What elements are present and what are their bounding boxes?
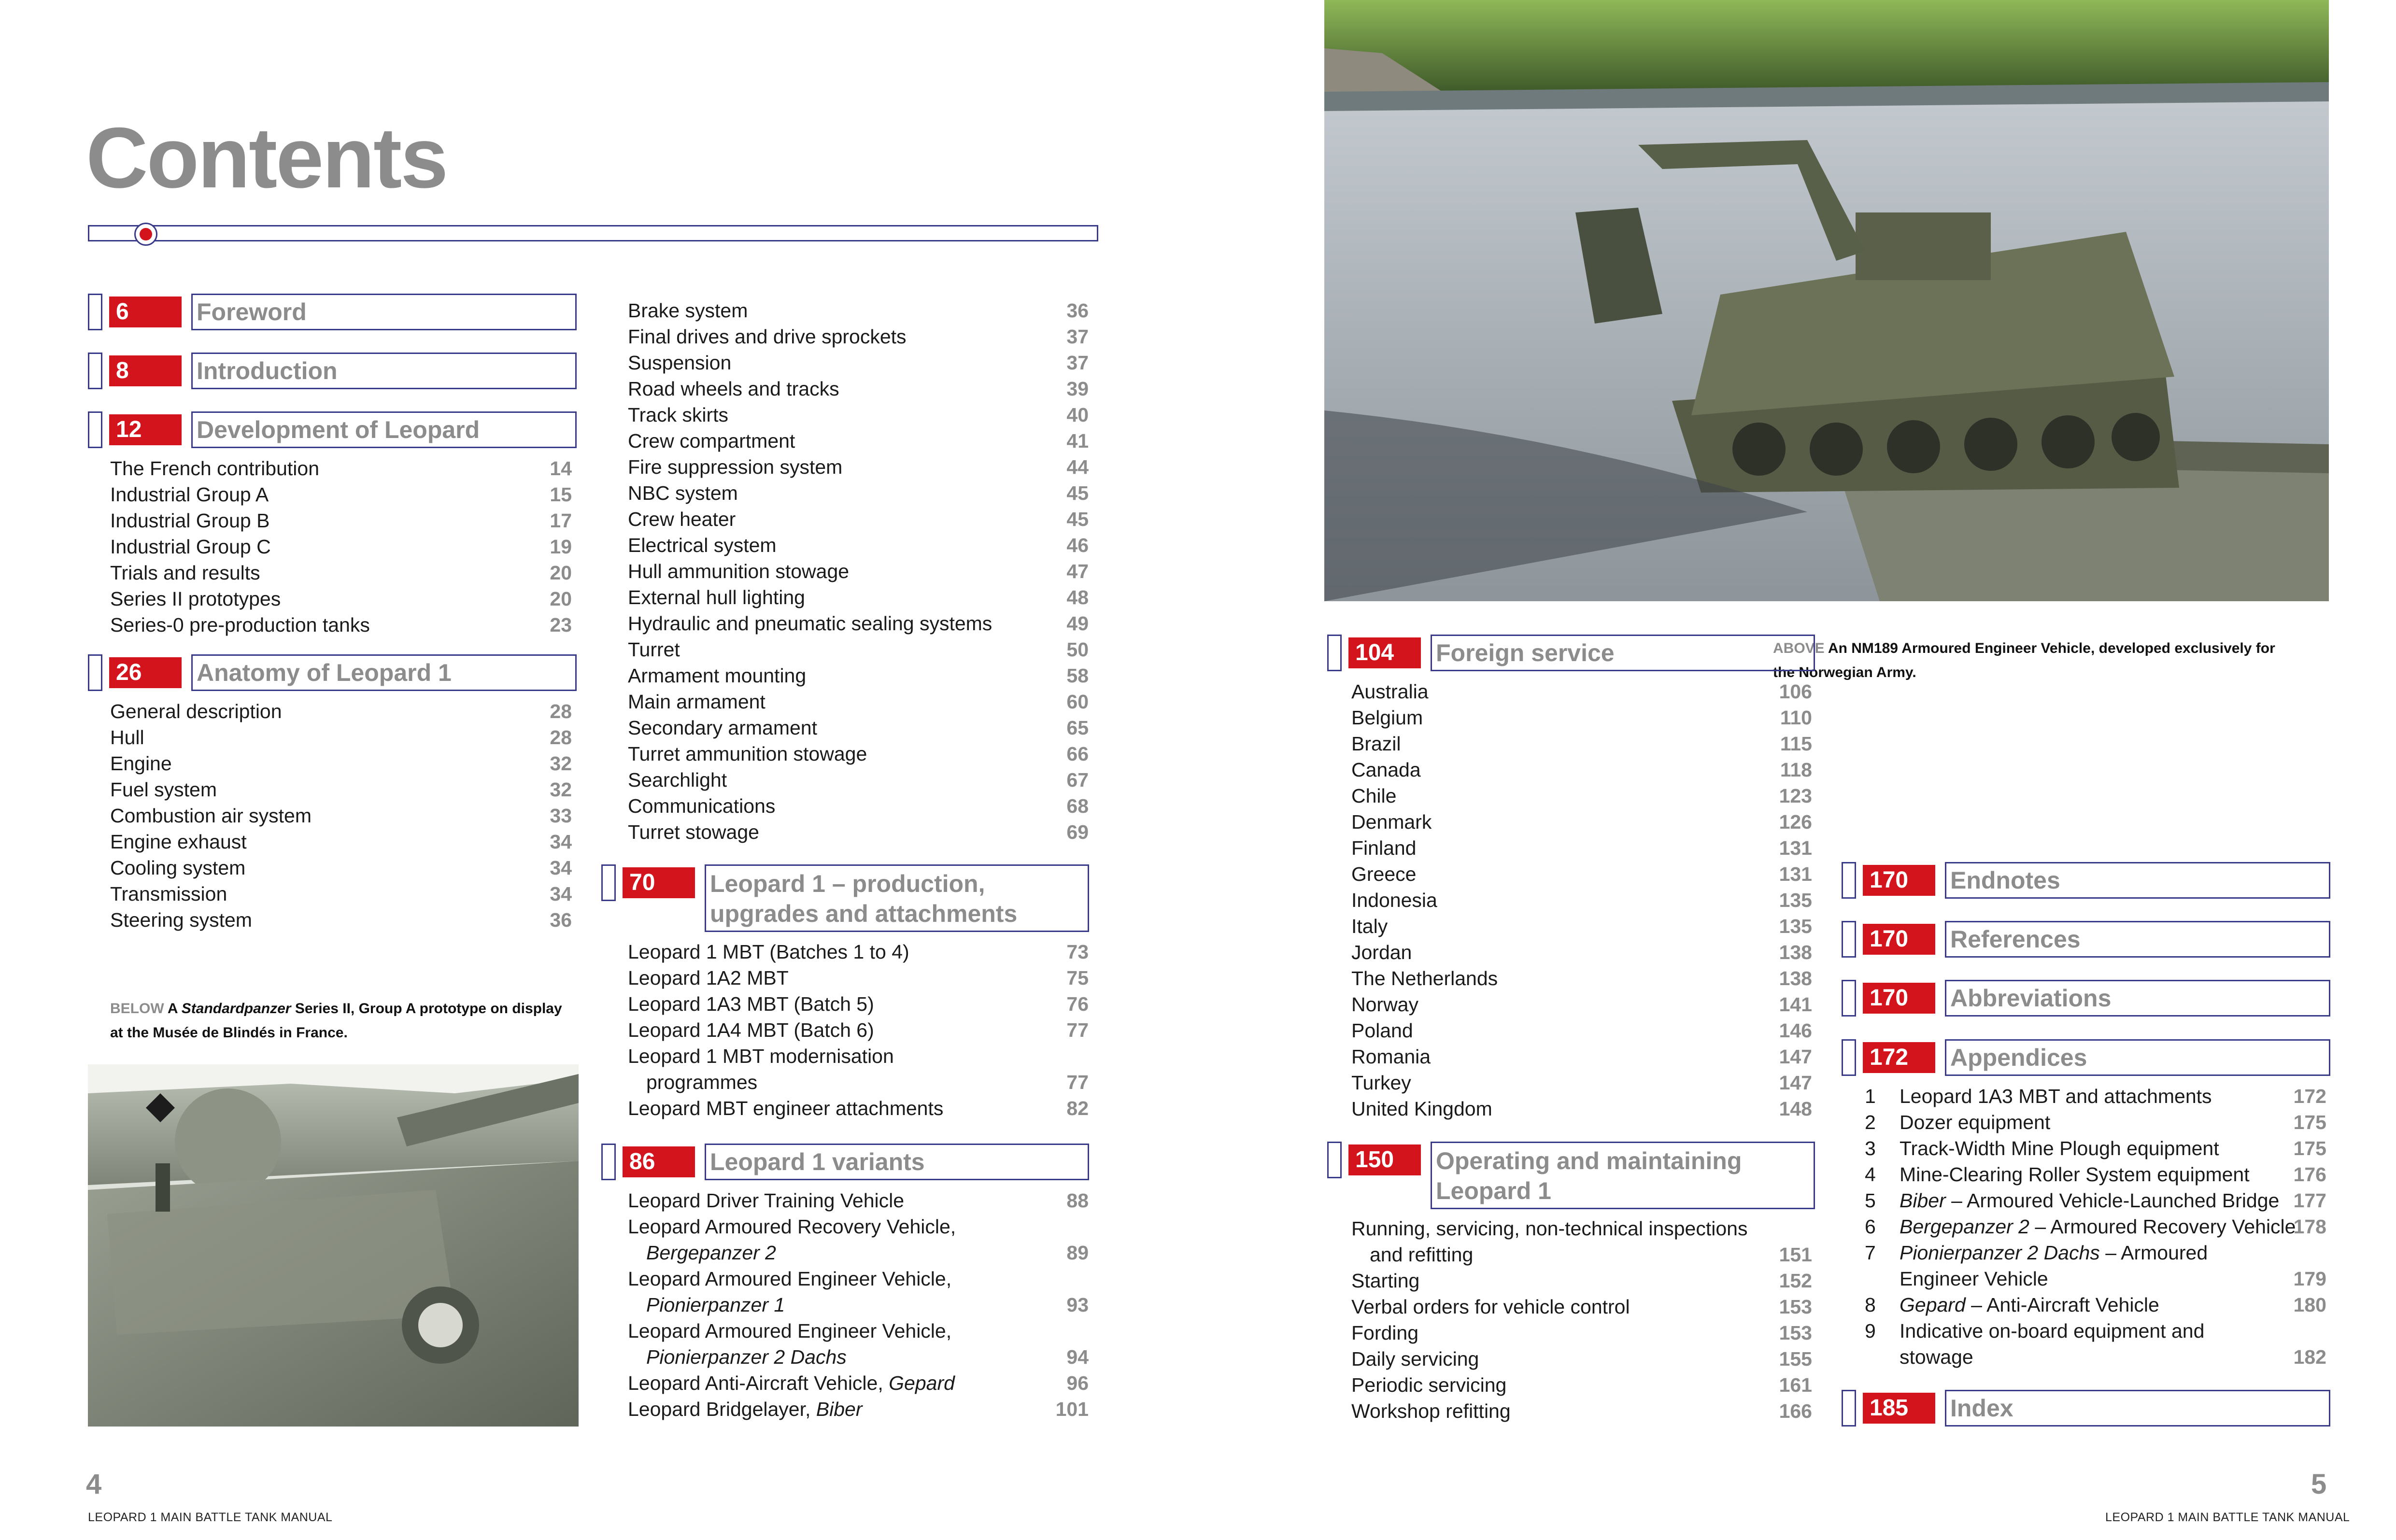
- list-item[interactable]: Hull ammunition stowage 47: [628, 560, 1089, 582]
- section-number: 26: [109, 657, 182, 688]
- list-item[interactable]: Canada 118: [1351, 759, 1812, 781]
- list-item[interactable]: Turret stowage 69: [628, 821, 1089, 843]
- photo-caption: BELOW A Standardpanzer Series II, Group A prototype on display at the Musée de Blindés in France.: [110, 1001, 562, 1041]
- list-item[interactable]: Periodic servicing 161: [1351, 1374, 1812, 1396]
- section-title: Foreword: [191, 294, 577, 330]
- section-tab: [88, 654, 102, 691]
- list-item[interactable]: Leopard Armoured Engineer Vehicle,: [628, 1320, 952, 1342]
- section-number: 104: [1348, 637, 1421, 668]
- title-rule: [88, 225, 1098, 241]
- list-item[interactable]: United Kingdom 148: [1351, 1098, 1812, 1120]
- list-item[interactable]: Finland 131: [1351, 837, 1812, 859]
- list-item[interactable]: Belgium 110: [1351, 706, 1812, 729]
- section-production[interactable]: [601, 864, 1089, 932]
- list-item[interactable]: Final drives and drive sprockets 37: [628, 325, 1089, 348]
- list-item[interactable]: Steering system 36: [110, 909, 572, 931]
- list-item[interactable]: programmes 77: [646, 1071, 1089, 1093]
- section-tab: [88, 294, 102, 330]
- list-item[interactable]: Series II prototypes 20: [110, 588, 572, 610]
- section-title: Introduction: [191, 353, 577, 389]
- engineer-vehicle-illustration: [1324, 0, 2329, 601]
- section-tab: [88, 411, 102, 448]
- list-item[interactable]: Track skirts 40: [628, 404, 1089, 426]
- section-title: Appendices: [1945, 1039, 2330, 1076]
- section-tab: [1842, 862, 1856, 899]
- list-item[interactable]: Combustion air system 33: [110, 805, 572, 827]
- running-head: LEOPARD 1 MAIN BATTLE TANK MANUAL: [2105, 1511, 2350, 1524]
- list-item[interactable]: Industrial Group B 17: [110, 509, 572, 532]
- section-development[interactable]: [88, 411, 577, 448]
- list-item[interactable]: Engine 32: [110, 752, 572, 775]
- list-item[interactable]: Turret ammunition stowage 66: [628, 743, 1089, 765]
- list-item[interactable]: The French contribution 14: [110, 457, 572, 480]
- section-foreword[interactable]: [88, 294, 577, 330]
- list-item[interactable]: Turret 50: [628, 638, 1089, 661]
- list-item[interactable]: 2 Dozer equipment 175: [1865, 1111, 2326, 1133]
- page-title: Contents: [86, 110, 447, 206]
- section-title: Abbreviations: [1945, 980, 2330, 1017]
- list-item[interactable]: and refitting 151: [1370, 1243, 1812, 1266]
- red-dot-icon: [140, 228, 152, 240]
- section-appendices[interactable]: [1842, 1039, 2330, 1076]
- section-title: References: [1945, 921, 2330, 958]
- section-foreign-service[interactable]: [1327, 635, 1815, 671]
- section-tab: [88, 353, 102, 389]
- section-number: 170: [1863, 924, 1935, 955]
- list-item[interactable]: General description 28: [110, 700, 572, 722]
- list-item[interactable]: Indonesia 135: [1351, 889, 1812, 911]
- list-item[interactable]: Leopard 1A3 MBT (Batch 5) 76: [628, 993, 1089, 1015]
- section-endnotes[interactable]: [1842, 862, 2330, 899]
- list-item[interactable]: Fording 153: [1351, 1322, 1812, 1344]
- list-item[interactable]: Trials and results 20: [110, 562, 572, 584]
- list-item[interactable]: 5 Biber – Armoured Vehicle-Launched Bridge 177: [1865, 1189, 2326, 1212]
- list-item[interactable]: Romania 147: [1351, 1046, 1812, 1068]
- list-item[interactable]: Industrial Group A 15: [110, 483, 572, 506]
- page-number: 5: [2311, 1469, 2327, 1500]
- section-tab: [1842, 980, 1856, 1017]
- list-item[interactable]: Engine exhaust 34: [110, 831, 572, 853]
- list-item[interactable]: Engineer Vehicle 179: [1900, 1268, 2326, 1290]
- section-number: 185: [1863, 1393, 1935, 1424]
- list-item[interactable]: 7 Pionierpanzer 2 Dachs – Armoured: [1865, 1242, 2208, 1264]
- section-references[interactable]: [1842, 921, 2330, 958]
- list-item[interactable]: Leopard Bridgelayer, Biber 101: [628, 1398, 1089, 1420]
- list-item[interactable]: Fire suppression system 44: [628, 456, 1089, 478]
- section-number: 6: [109, 297, 182, 327]
- list-item[interactable]: Hull 28: [110, 726, 572, 749]
- section-number: 12: [109, 414, 182, 445]
- list-item[interactable]: Norway 141: [1351, 993, 1812, 1016]
- list-item[interactable]: Pionierpanzer 1 93: [646, 1294, 1089, 1316]
- list-item[interactable]: Electrical system 46: [628, 534, 1089, 556]
- section-introduction[interactable]: [88, 353, 577, 389]
- section-tab: [1327, 635, 1342, 671]
- list-item[interactable]: Transmission 34: [110, 883, 572, 905]
- list-item[interactable]: Chile 123: [1351, 785, 1812, 807]
- list-item[interactable]: Fuel system 32: [110, 778, 572, 801]
- list-item[interactable]: Brazil 115: [1351, 733, 1812, 755]
- list-item[interactable]: Verbal orders for vehicle control 153: [1351, 1296, 1812, 1318]
- section-number: 150: [1348, 1144, 1421, 1175]
- list-item[interactable]: Secondary armament 65: [628, 717, 1089, 739]
- list-item[interactable]: Communications 68: [628, 795, 1089, 817]
- list-item[interactable]: Leopard Armoured Recovery Vehicle,: [628, 1215, 956, 1238]
- list-item[interactable]: Series-0 pre-production tanks 23: [110, 614, 572, 636]
- running-head: LEOPARD 1 MAIN BATTLE TANK MANUAL: [88, 1511, 333, 1524]
- list-item[interactable]: Daily servicing 155: [1351, 1348, 1812, 1370]
- section-title: Index: [1945, 1390, 2330, 1427]
- list-item[interactable]: NBC system 45: [628, 482, 1089, 504]
- list-item[interactable]: Hydraulic and pneumatic sealing systems 49: [628, 612, 1089, 635]
- list-item[interactable]: Leopard Armoured Engineer Vehicle,: [628, 1268, 952, 1290]
- section-title: Foreign service: [1431, 635, 1815, 671]
- list-item[interactable]: 4 Mine-Clearing Roller System equipment 176: [1865, 1163, 2326, 1186]
- list-item[interactable]: Pionierpanzer 2 Dachs 94: [646, 1346, 1089, 1368]
- list-item[interactable]: stowage 182: [1900, 1346, 2326, 1368]
- section-title: Development of Leopard: [191, 411, 577, 448]
- list-item[interactable]: Leopard Driver Training Vehicle 88: [628, 1189, 1089, 1212]
- tank-illustration: [88, 1064, 579, 1427]
- list-item[interactable]: Starting 152: [1351, 1270, 1812, 1292]
- list-item[interactable]: Leopard 1A4 MBT (Batch 6) 77: [628, 1019, 1089, 1041]
- section-number: 172: [1863, 1042, 1935, 1073]
- list-item[interactable]: Turkey 147: [1351, 1072, 1812, 1094]
- tank-photo: [88, 1064, 579, 1427]
- section-tab: [1842, 921, 1856, 958]
- section-tab: [1327, 1142, 1342, 1178]
- list-item[interactable]: Bergepanzer 2 89: [646, 1242, 1089, 1264]
- list-item[interactable]: Greece 131: [1351, 863, 1812, 885]
- section-number: 86: [623, 1146, 695, 1177]
- section-number: 170: [1863, 865, 1935, 896]
- list-item[interactable]: 3 Track-Width Mine Plough equipment 175: [1865, 1137, 2326, 1159]
- section-title: Endnotes: [1945, 862, 2330, 899]
- section-tab: [601, 1144, 616, 1180]
- section-number: 170: [1863, 983, 1935, 1014]
- page-number: 4: [86, 1469, 102, 1500]
- list-item[interactable]: 8 Gepard – Anti-Aircraft Vehicle 180: [1865, 1294, 2326, 1316]
- list-item[interactable]: Crew heater 45: [628, 508, 1089, 530]
- list-item[interactable]: Road wheels and tracks 39: [628, 378, 1089, 400]
- right-page: [1198, 0, 2396, 1540]
- list-item[interactable]: Leopard Anti-Aircraft Vehicle, Gepard 96: [628, 1372, 1089, 1394]
- section-title: Leopard 1 – production, upgrades and attachments: [705, 864, 1089, 932]
- section-tab: [601, 864, 616, 901]
- list-item[interactable]: Cooling system 34: [110, 857, 572, 879]
- section-tab: [1842, 1039, 1856, 1076]
- section-number: 8: [109, 355, 182, 386]
- list-item[interactable]: Poland 146: [1351, 1019, 1812, 1042]
- list-item[interactable]: Jordan 138: [1351, 941, 1812, 963]
- photo-caption: ABOVE An NM189 Armoured Engineer Vehicle, developed exclusively for the Norwegian Army.: [1773, 640, 2275, 680]
- list-item[interactable]: Australia 106: [1351, 680, 1812, 703]
- section-title: Operating and maintaining Leopard 1: [1431, 1142, 1815, 1209]
- list-item[interactable]: Italy 135: [1351, 915, 1812, 937]
- list-item[interactable]: Suspension 37: [628, 352, 1089, 374]
- section-operating[interactable]: [1327, 1142, 1815, 1209]
- list-item[interactable]: The Netherlands 138: [1351, 967, 1812, 989]
- list-item[interactable]: Leopard 1A2 MBT 75: [628, 967, 1089, 989]
- river-photo: [1324, 0, 2329, 601]
- list-item[interactable]: 9 Indicative on-board equipment and: [1865, 1320, 2205, 1342]
- list-item[interactable]: 6 Bergepanzer 2 – Armoured Recovery Vehicle 178: [1865, 1215, 2326, 1238]
- list-item[interactable]: Denmark 126: [1351, 811, 1812, 833]
- section-tab: [1842, 1390, 1856, 1427]
- list-item[interactable]: External hull lighting 48: [628, 586, 1089, 608]
- section-variants[interactable]: [601, 1144, 1089, 1180]
- list-item[interactable]: Industrial Group C 19: [110, 536, 572, 558]
- section-title: Leopard 1 variants: [705, 1144, 1089, 1180]
- list-item[interactable]: Leopard MBT engineer attachments 82: [628, 1097, 1089, 1119]
- list-item[interactable]: Leopard 1 MBT modernisation: [628, 1045, 894, 1067]
- list-item[interactable]: Brake system 36: [628, 299, 1089, 322]
- section-abbreviations[interactable]: [1842, 980, 2330, 1017]
- list-item[interactable]: Running, servicing, non-technical inspections: [1351, 1217, 1748, 1240]
- section-number: 70: [623, 867, 695, 898]
- list-item[interactable]: Leopard 1 MBT (Batches 1 to 4) 73: [628, 941, 1089, 963]
- list-item[interactable]: Workshop refitting 166: [1351, 1400, 1812, 1422]
- list-item[interactable]: Crew compartment 41: [628, 430, 1089, 452]
- list-item[interactable]: Armament mounting 58: [628, 664, 1089, 687]
- list-item[interactable]: Main armament 60: [628, 691, 1089, 713]
- section-index[interactable]: [1842, 1390, 2330, 1427]
- list-item[interactable]: Searchlight 67: [628, 769, 1089, 791]
- list-item[interactable]: 1 Leopard 1A3 MBT and attachments 172: [1865, 1085, 2326, 1107]
- section-title: Anatomy of Leopard 1: [191, 654, 577, 691]
- section-anatomy[interactable]: [88, 654, 577, 691]
